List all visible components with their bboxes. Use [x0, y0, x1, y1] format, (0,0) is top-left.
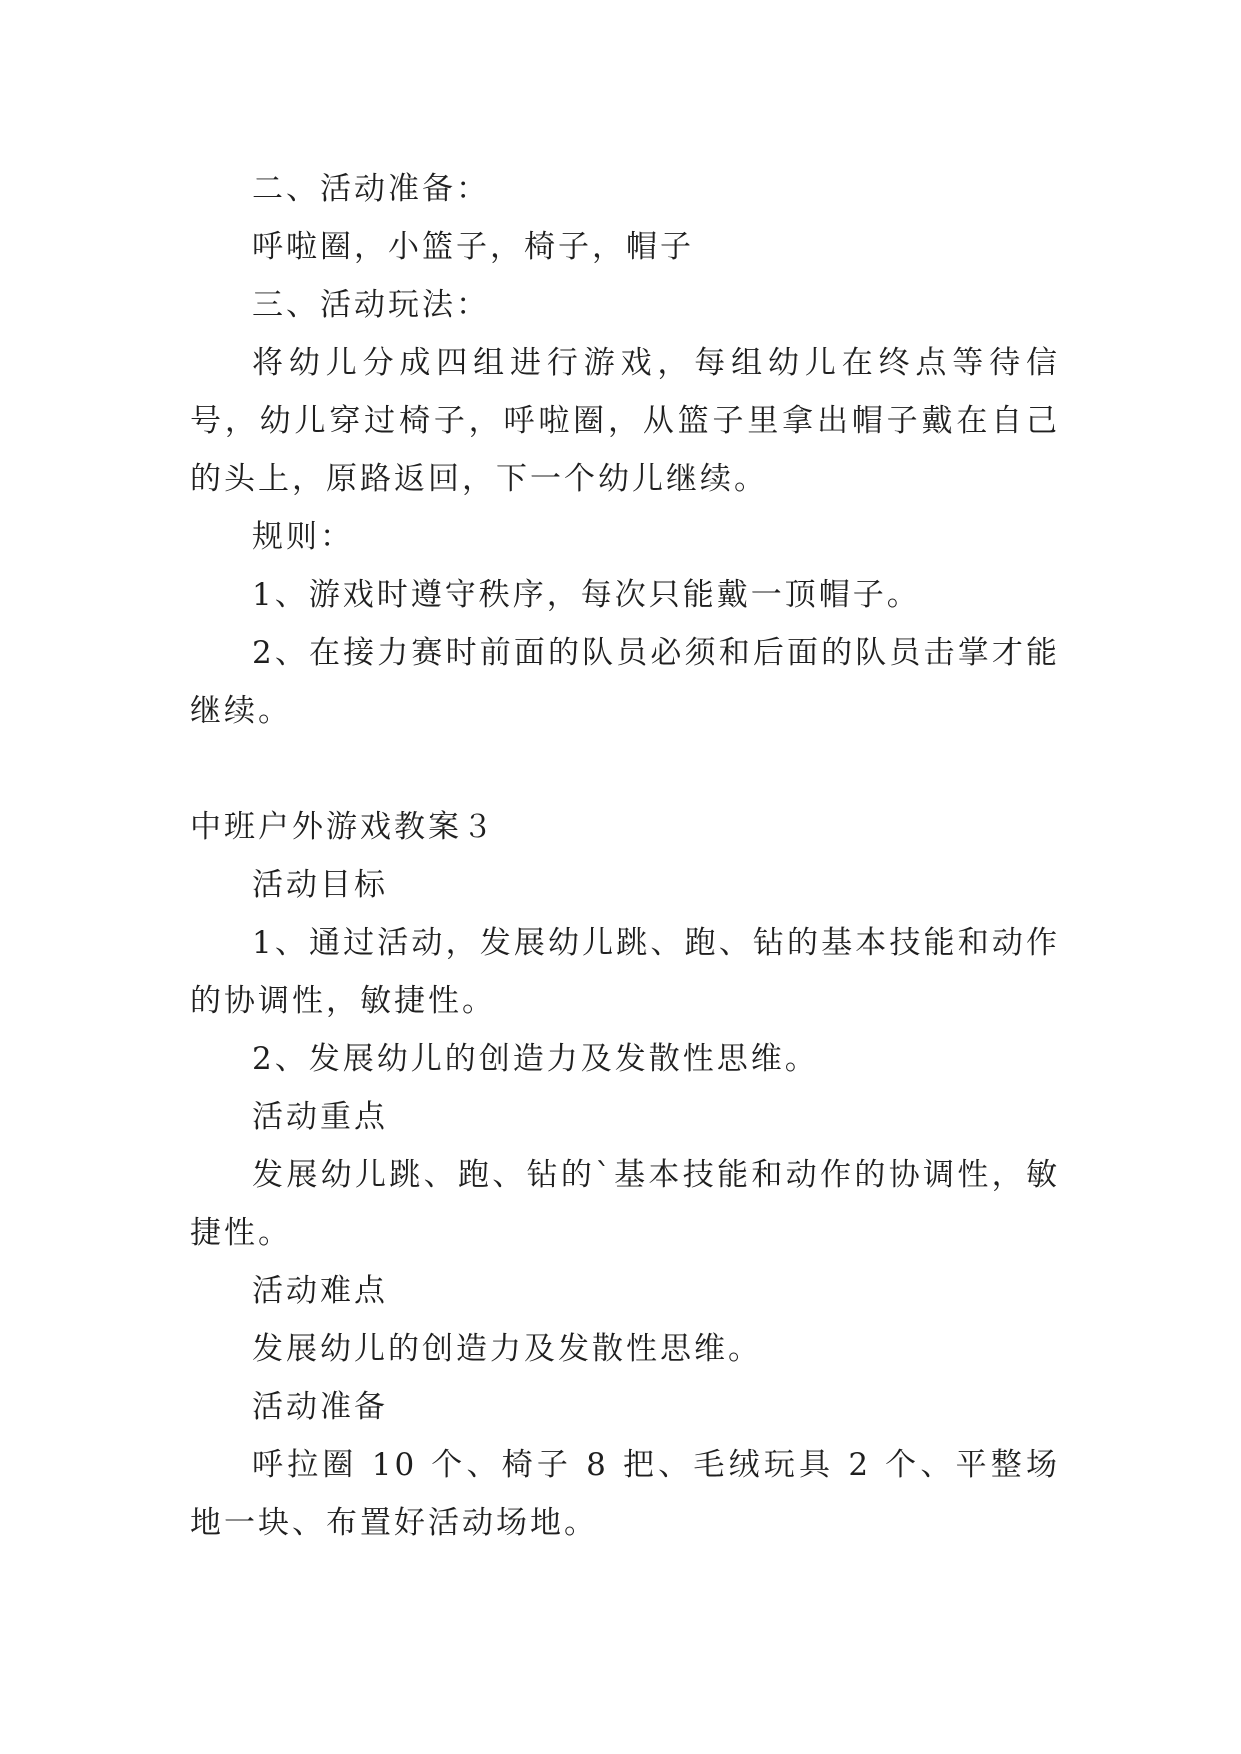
difficulty-text: 发展幼儿的创造力及发散性思维。	[252, 1331, 762, 1367]
section-heading-preparation: 二、活动准备：	[252, 171, 490, 207]
rules-heading: 规则：	[252, 519, 354, 555]
key-points-text: 发展幼儿跳、跑、钻的`基本技能和动作的协调性，敏捷性。	[190, 1157, 1060, 1251]
section-heading-gameplay: 三、活动玩法：	[252, 287, 490, 323]
goal-item: 1、通过活动，发展幼儿跳、跑、钻的基本技能和动作的协调性，敏捷性。	[190, 925, 1060, 1019]
goal-item: 2、发展幼儿的创造力及发散性思维。	[252, 1041, 819, 1077]
preparation-materials: 呼啦圈，小篮子，椅子，帽子	[252, 229, 694, 265]
rule-item: 1、游戏时遵守秩序，每次只能戴一顶帽子。	[252, 577, 921, 613]
preparation-text: 呼拉圈 10 个、椅子 8 把、毛绒玩具 2 个、平整场地一块、布置好活动场地。	[190, 1447, 1060, 1541]
rule-item: 2、在接力赛时前面的队员必须和后面的队员击掌才能继续。	[190, 635, 1060, 729]
document-page	[190, 160, 1060, 1552]
key-points-heading: 活动重点	[252, 1099, 388, 1135]
preparation-heading: 活动准备	[252, 1389, 388, 1425]
lesson-title: 中班户外游戏教案３	[190, 809, 496, 845]
section-spacer	[190, 740, 1060, 798]
difficulty-heading: 活动难点	[252, 1273, 388, 1309]
gameplay-description: 将幼儿分成四组进行游戏，每组幼儿在终点等待信号，幼儿穿过椅子，呼啦圈，从篮子里拿出帽子戴在自己的头上，原路返回，下一个幼儿继续。	[190, 345, 1060, 497]
goals-heading: 活动目标	[252, 867, 388, 903]
